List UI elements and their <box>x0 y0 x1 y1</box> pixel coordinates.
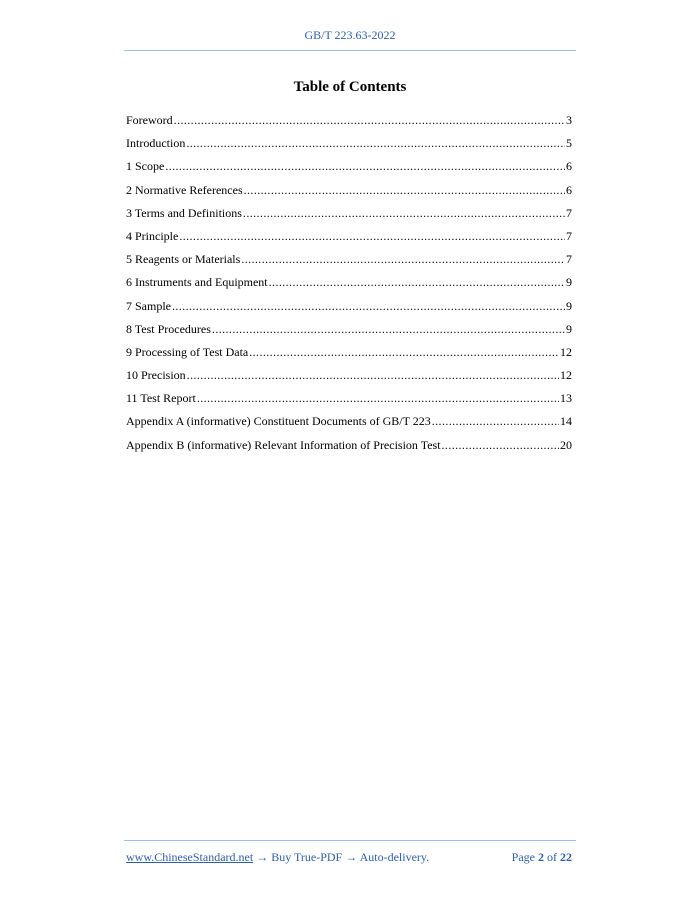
toc-entry-label: Appendix B (informative) Relevant Information of Precision Test <box>126 437 441 452</box>
toc-entry-terms-and-definitions[interactable] <box>126 205 572 228</box>
toc-entry-page: 9 <box>566 275 572 290</box>
toc-entry-label: 3 Terms and Definitions <box>126 205 242 220</box>
toc-entry-label: Introduction <box>126 136 186 151</box>
toc-entry-page: 5 <box>566 136 572 151</box>
footer-divider <box>124 840 576 841</box>
toc-entry-instruments-and-equipment[interactable] <box>126 274 572 297</box>
toc-entry-label: 4 Principle <box>126 228 179 243</box>
dot-leader <box>241 251 565 267</box>
toc-entry-page: 12 <box>560 368 572 383</box>
auto-delivery-text: Auto-delivery. <box>359 850 430 864</box>
toc-entry-label: 1 Scope <box>126 159 165 174</box>
current-page-number: 2 <box>538 850 544 864</box>
toc-entry-test-report[interactable] <box>126 390 572 413</box>
toc-entry-page: 14 <box>560 414 572 429</box>
toc-entry-page: 9 <box>566 321 572 336</box>
page-indicator <box>512 850 572 865</box>
header-divider <box>124 50 576 51</box>
toc-entry-page: 13 <box>560 391 572 406</box>
toc-entry-page: 7 <box>566 228 572 243</box>
toc-entry-label: 2 Normative References <box>126 182 243 197</box>
toc-entry-test-procedures[interactable] <box>126 321 572 344</box>
toc-entry-label: 9 Processing of Test Data <box>126 344 249 359</box>
dot-leader <box>186 135 565 151</box>
dot-leader <box>243 205 565 221</box>
toc-entry-page: 7 <box>566 252 572 267</box>
dot-leader <box>249 344 559 360</box>
toc-entry-reagents-or-materials[interactable] <box>126 251 572 274</box>
dot-leader <box>197 390 559 406</box>
arrow-right-icon: → <box>345 850 358 864</box>
toc-entry-page: 6 <box>566 182 572 197</box>
toc-list <box>126 112 572 460</box>
toc-entry-page: 6 <box>566 159 572 174</box>
arrow-right-icon: → <box>256 850 269 864</box>
buy-true-pdf-text: Buy True-PDF <box>271 850 343 864</box>
total-pages-number: 22 <box>560 850 572 864</box>
toc-entry-page: 12 <box>560 344 572 359</box>
toc-entry-page: 7 <box>566 205 572 220</box>
dot-leader <box>172 298 565 314</box>
toc-entry-normative-references[interactable] <box>126 182 572 205</box>
toc-entry-label: 8 Test Procedures <box>126 321 211 336</box>
toc-entry-label: Foreword <box>126 113 173 127</box>
toc-entry-label: 11 Test Report <box>126 391 196 406</box>
page-label: Page <box>511 850 535 864</box>
dot-leader <box>187 367 559 383</box>
dot-leader <box>174 112 565 128</box>
toc-entry-processing-of-test-data[interactable] <box>126 344 572 367</box>
dot-leader <box>442 437 559 453</box>
toc-entry-scope[interactable] <box>126 158 572 181</box>
toc-entry-sample[interactable] <box>126 298 572 321</box>
toc-entry-introduction[interactable] <box>126 135 572 158</box>
toc-title: Table of Contents <box>293 79 407 95</box>
toc-entry-appendix-a[interactable] <box>126 413 572 436</box>
website-link[interactable]: www.ChineseStandard.net <box>126 850 254 864</box>
toc-entry-page: 9 <box>566 298 572 313</box>
toc-entry-label: 5 Reagents or Materials <box>126 252 241 267</box>
toc-entry-page: 20 <box>560 437 572 452</box>
dot-leader <box>165 158 565 174</box>
dot-leader <box>269 274 565 290</box>
toc-entry-foreword[interactable] <box>126 112 572 135</box>
toc-entry-precision[interactable] <box>126 367 572 390</box>
dot-leader <box>179 228 565 244</box>
toc-entry-label: 10 Precision <box>126 368 186 383</box>
toc-entry-label: 6 Instruments and Equipment <box>126 275 268 290</box>
toc-entry-label: 7 Sample <box>126 298 171 313</box>
dot-leader <box>212 321 565 337</box>
dot-leader <box>432 413 559 429</box>
toc-entry-label: Appendix A (informative) Constituent Documents of GB/T 223 <box>126 414 431 429</box>
dot-leader <box>244 182 565 198</box>
toc-entry-principle[interactable] <box>126 228 572 251</box>
header-doc-code: GB/T 223.63-2022 <box>304 28 396 42</box>
footer-promo <box>126 850 429 865</box>
of-label: of <box>547 850 557 864</box>
toc-entry-page: 3 <box>566 113 572 127</box>
toc-entry-appendix-b[interactable] <box>126 437 572 460</box>
